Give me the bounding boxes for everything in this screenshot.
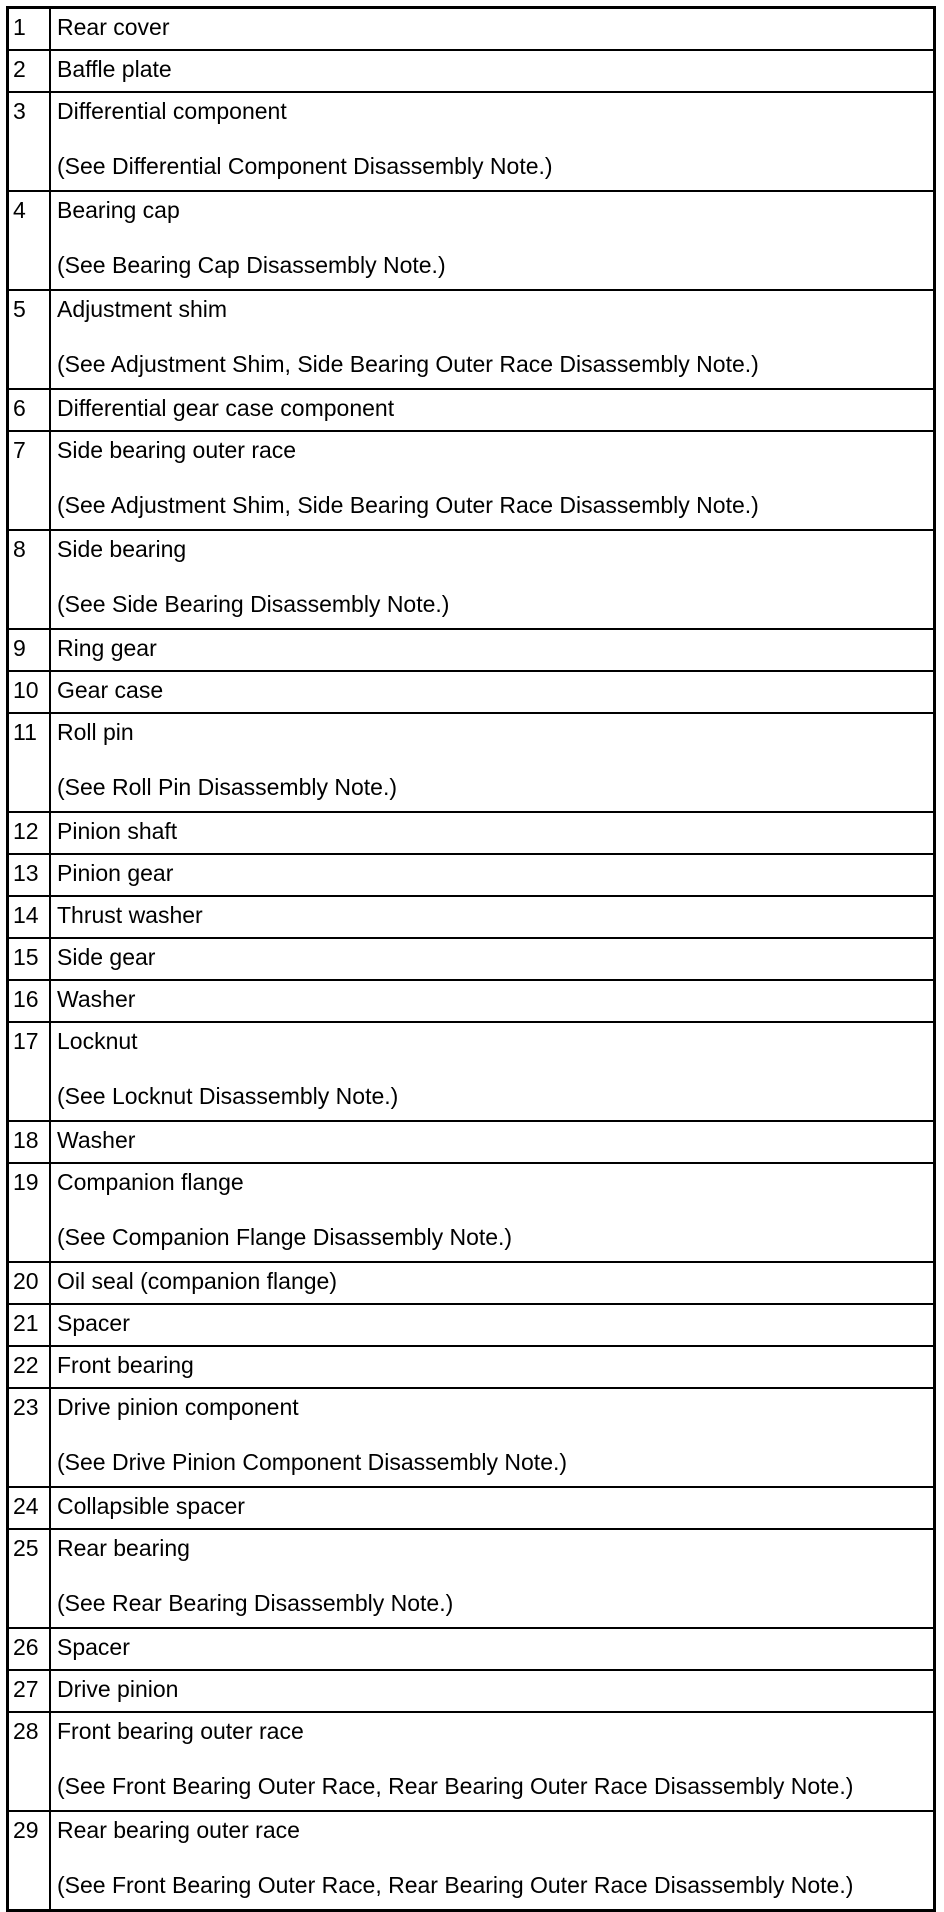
part-name: Thrust washer xyxy=(57,902,203,928)
part-number: 10 xyxy=(8,671,51,713)
part-name: Adjustment shim xyxy=(57,296,228,322)
table-row xyxy=(8,431,935,530)
part-name: Front bearing outer race xyxy=(57,1718,304,1744)
part-name: Drive pinion component xyxy=(57,1394,299,1420)
part-note: (See Differential Component Disassembly Note.) xyxy=(57,153,553,179)
part-number: 27 xyxy=(8,1670,51,1712)
part-name: Pinion gear xyxy=(57,860,174,886)
table-row xyxy=(8,671,935,713)
part-description xyxy=(50,1628,935,1670)
table-row xyxy=(8,1346,935,1388)
part-note: (See Companion Flange Disassembly Note.) xyxy=(57,1224,513,1250)
part-description xyxy=(50,1304,935,1346)
part-number: 21 xyxy=(8,1304,51,1346)
part-number: 17 xyxy=(8,1022,51,1121)
part-description xyxy=(50,1121,935,1163)
table-row xyxy=(8,812,935,854)
table-row xyxy=(8,1262,935,1304)
part-name: Collapsible spacer xyxy=(57,1493,245,1519)
part-note: (See Front Bearing Outer Race, Rear Bearing Outer Race Disassembly Note.) xyxy=(57,1872,854,1898)
part-note: (See Front Bearing Outer Race, Rear Bearing Outer Race Disassembly Note.) xyxy=(57,1773,854,1799)
part-number: 4 xyxy=(8,191,51,290)
part-number: 19 xyxy=(8,1163,51,1262)
table-row xyxy=(8,1304,935,1346)
part-number: 1 xyxy=(8,8,51,51)
table-row xyxy=(8,713,935,812)
table-row xyxy=(8,1811,935,1911)
part-name: Oil seal (companion flange) xyxy=(57,1268,337,1294)
part-number: 23 xyxy=(8,1388,51,1487)
table-row xyxy=(8,389,935,431)
part-description xyxy=(50,191,935,290)
table-row xyxy=(8,1712,935,1811)
part-number: 22 xyxy=(8,1346,51,1388)
part-name: Spacer xyxy=(57,1634,130,1660)
part-description xyxy=(50,530,935,629)
part-note: (See Roll Pin Disassembly Note.) xyxy=(57,774,398,800)
part-number: 16 xyxy=(8,980,51,1022)
table-row xyxy=(8,530,935,629)
part-description xyxy=(50,1388,935,1487)
table-row xyxy=(8,1529,935,1628)
part-description xyxy=(50,50,935,92)
part-description xyxy=(50,671,935,713)
part-description xyxy=(50,1346,935,1388)
part-name: Locknut xyxy=(57,1028,138,1054)
part-number: 29 xyxy=(8,1811,51,1911)
part-description xyxy=(50,389,935,431)
table-row xyxy=(8,854,935,896)
part-note: (See Bearing Cap Disassembly Note.) xyxy=(57,252,446,278)
part-name: Roll pin xyxy=(57,719,134,745)
part-name: Rear bearing xyxy=(57,1535,190,1561)
part-number: 5 xyxy=(8,290,51,389)
parts-table-wrapper xyxy=(6,6,936,1912)
part-description xyxy=(50,1811,935,1911)
part-note: (See Adjustment Shim, Side Bearing Outer Race Disassembly Note.) xyxy=(57,492,759,518)
part-description xyxy=(50,431,935,530)
part-number: 24 xyxy=(8,1487,51,1529)
part-name: Washer xyxy=(57,986,136,1012)
part-description xyxy=(50,896,935,938)
table-row xyxy=(8,290,935,389)
part-number: 12 xyxy=(8,812,51,854)
part-number: 26 xyxy=(8,1628,51,1670)
parts-table-body xyxy=(8,8,935,1911)
table-row xyxy=(8,629,935,671)
table-row xyxy=(8,1121,935,1163)
part-name: Side bearing xyxy=(57,536,187,562)
part-description xyxy=(50,92,935,191)
part-description xyxy=(50,1670,935,1712)
part-name: Rear cover xyxy=(57,14,170,40)
part-description xyxy=(50,1712,935,1811)
part-note: (See Locknut Disassembly Note.) xyxy=(57,1083,399,1109)
part-number: 11 xyxy=(8,713,51,812)
table-row xyxy=(8,1163,935,1262)
part-number: 3 xyxy=(8,92,51,191)
part-name: Spacer xyxy=(57,1310,130,1336)
part-number: 15 xyxy=(8,938,51,980)
part-name: Front bearing xyxy=(57,1352,194,1378)
part-name: Side gear xyxy=(57,944,156,970)
part-number: 18 xyxy=(8,1121,51,1163)
table-row xyxy=(8,1628,935,1670)
part-number: 8 xyxy=(8,530,51,629)
part-description xyxy=(50,1163,935,1262)
part-number: 7 xyxy=(8,431,51,530)
table-row xyxy=(8,1388,935,1487)
table-row xyxy=(8,1022,935,1121)
part-number: 13 xyxy=(8,854,51,896)
table-row xyxy=(8,92,935,191)
part-description xyxy=(50,290,935,389)
part-name: Companion flange xyxy=(57,1169,244,1195)
table-row xyxy=(8,896,935,938)
part-name: Washer xyxy=(57,1127,136,1153)
part-description xyxy=(50,980,935,1022)
parts-table xyxy=(6,6,936,1912)
part-number: 28 xyxy=(8,1712,51,1811)
part-name: Baffle plate xyxy=(57,56,172,82)
part-name: Pinion shaft xyxy=(57,818,178,844)
table-row xyxy=(8,8,935,51)
part-name: Gear case xyxy=(57,677,164,703)
part-description xyxy=(50,854,935,896)
part-name: Rear bearing outer race xyxy=(57,1817,300,1843)
table-row xyxy=(8,980,935,1022)
table-row xyxy=(8,1670,935,1712)
part-description xyxy=(50,629,935,671)
part-name: Side bearing outer race xyxy=(57,437,297,463)
part-number: 6 xyxy=(8,389,51,431)
part-number: 20 xyxy=(8,1262,51,1304)
part-name: Drive pinion xyxy=(57,1676,179,1702)
part-name: Differential component xyxy=(57,98,287,124)
part-note: (See Side Bearing Disassembly Note.) xyxy=(57,591,450,617)
table-row xyxy=(8,1487,935,1529)
table-row xyxy=(8,938,935,980)
part-name: Bearing cap xyxy=(57,197,180,223)
part-description xyxy=(50,1022,935,1121)
part-number: 25 xyxy=(8,1529,51,1628)
part-note: (See Drive Pinion Component Disassembly Note.) xyxy=(57,1449,568,1475)
part-description xyxy=(50,1529,935,1628)
part-note: (See Adjustment Shim, Side Bearing Outer Race Disassembly Note.) xyxy=(57,351,759,377)
part-description xyxy=(50,8,935,51)
part-number: 14 xyxy=(8,896,51,938)
part-name: Ring gear xyxy=(57,635,157,661)
part-number: 2 xyxy=(8,50,51,92)
part-description xyxy=(50,1487,935,1529)
table-row xyxy=(8,191,935,290)
part-description xyxy=(50,1262,935,1304)
part-name: Differential gear case component xyxy=(57,395,395,421)
part-description xyxy=(50,713,935,812)
part-description xyxy=(50,812,935,854)
part-description xyxy=(50,938,935,980)
part-number: 9 xyxy=(8,629,51,671)
table-row xyxy=(8,50,935,92)
part-note: (See Rear Bearing Disassembly Note.) xyxy=(57,1590,454,1616)
